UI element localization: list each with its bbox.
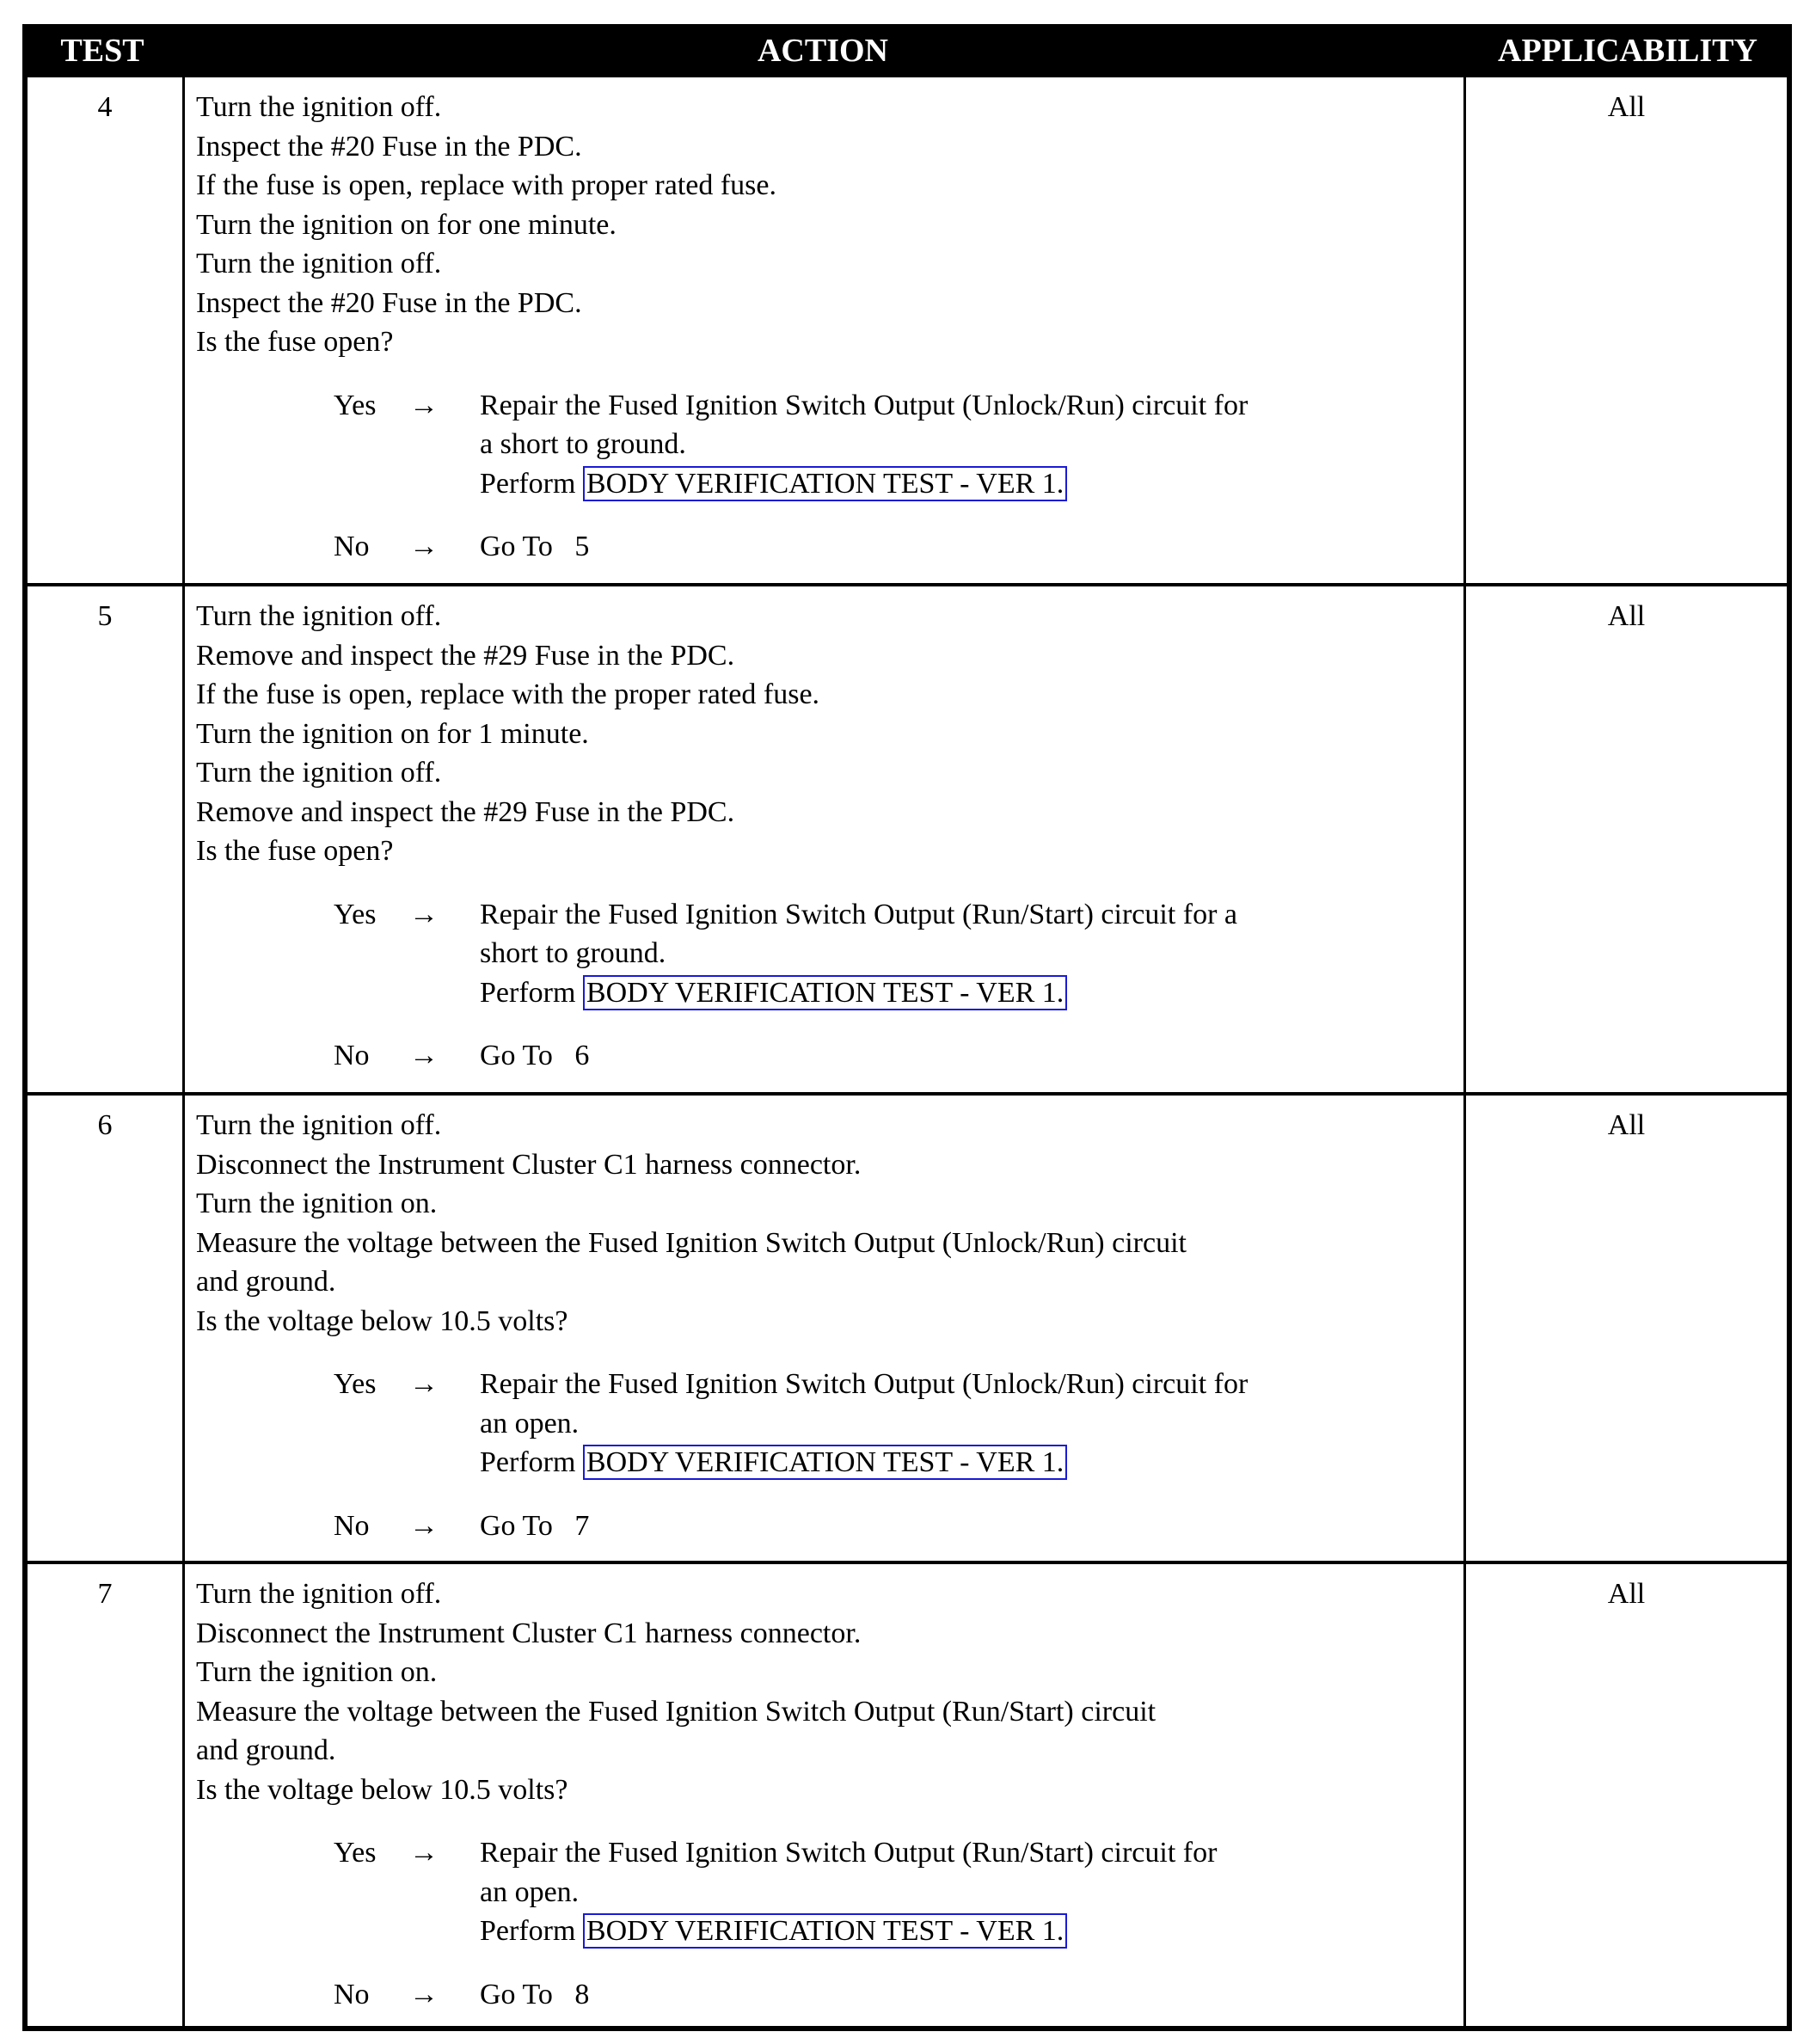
goto-label: Go To bbox=[480, 1040, 553, 1071]
no-label: No bbox=[334, 531, 370, 562]
right-arrow-icon: → bbox=[409, 1509, 439, 1542]
yes-label: Yes bbox=[334, 389, 377, 421]
applicability-value: All bbox=[1607, 1578, 1646, 1610]
no-label: No bbox=[334, 1040, 370, 1071]
no-answer bbox=[334, 1036, 1460, 1076]
column-divider bbox=[182, 1096, 185, 1561]
yes-answer bbox=[334, 386, 1460, 504]
goto-target[interactable]: 7 bbox=[574, 1509, 590, 1542]
step: Is the voltage below 10.5 volts? bbox=[196, 1304, 568, 1337]
header-action: ACTION bbox=[757, 33, 889, 69]
answers bbox=[334, 386, 1460, 567]
yes-answer bbox=[334, 1365, 1460, 1482]
header-test: TEST bbox=[60, 33, 144, 69]
header-applicability: APPLICABILITY bbox=[1498, 33, 1758, 69]
test-number: 7 bbox=[97, 1578, 113, 1610]
right-arrow-icon: → bbox=[409, 1978, 439, 2010]
right-arrow-icon: → bbox=[409, 1837, 439, 1869]
applicability-value: All bbox=[1607, 91, 1646, 123]
body-verification-test-link[interactable]: BODY VERIFICATION TEST - VER 1. bbox=[583, 466, 1067, 501]
yes-answer bbox=[334, 895, 1460, 1013]
no-label: No bbox=[334, 1509, 370, 1542]
step: Measure the voltage between the Fused Ignition Switch Output (Unlock/Run) circuit bbox=[196, 1226, 1187, 1259]
goto-target[interactable]: 6 bbox=[574, 1040, 590, 1071]
column-divider bbox=[1463, 586, 1466, 1092]
body-verification-test-link[interactable]: BODY VERIFICATION TEST - VER 1. bbox=[583, 1445, 1067, 1480]
yes-answer bbox=[334, 1833, 1460, 1951]
step: Turn the ignition off. bbox=[196, 1578, 442, 1610]
step: Is the fuse open? bbox=[196, 326, 394, 358]
yes-text: Repair the Fused Ignition Switch Output (Run/Start) circuit for bbox=[480, 1837, 1218, 1869]
step: Inspect the #20 Fuse in the PDC. bbox=[196, 286, 582, 319]
column-divider bbox=[182, 586, 185, 1092]
yes-label: Yes bbox=[334, 1837, 377, 1869]
step: and ground. bbox=[196, 1266, 336, 1298]
yes-text: Repair the Fused Ignition Switch Output (Unlock/Run) circuit for bbox=[480, 1368, 1248, 1400]
yes-text: an open. bbox=[480, 1875, 580, 1908]
step: and ground. bbox=[196, 1734, 336, 1766]
right-arrow-icon: → bbox=[409, 389, 439, 421]
column-divider bbox=[182, 1564, 185, 2026]
goto-label: Go To bbox=[480, 531, 553, 562]
action-cell bbox=[196, 597, 1460, 1076]
goto-label: Go To bbox=[480, 1509, 553, 1542]
yes-text: an open. bbox=[480, 1407, 580, 1439]
no-answer bbox=[334, 527, 1460, 567]
step: Turn the ignition off. bbox=[196, 600, 442, 632]
step: Is the fuse open? bbox=[196, 835, 394, 867]
step: Turn the ignition on. bbox=[196, 1656, 438, 1688]
test-row-4 bbox=[28, 77, 1787, 585]
test-number: 5 bbox=[97, 600, 113, 632]
answers bbox=[334, 1833, 1460, 2014]
step: Measure the voltage between the Fused Ignition Switch Output (Run/Start) circuit bbox=[196, 1695, 1156, 1728]
perform-label: Perform bbox=[480, 1446, 576, 1478]
test-row-5 bbox=[28, 583, 1787, 1092]
step: Turn the ignition off. bbox=[196, 757, 442, 789]
step: Disconnect the Instrument Cluster C1 harness connector. bbox=[196, 1148, 862, 1181]
column-divider bbox=[1463, 1564, 1466, 2026]
step: Remove and inspect the #29 Fuse in the PDC. bbox=[196, 639, 735, 672]
action-cell bbox=[196, 1106, 1460, 1545]
no-answer bbox=[334, 1975, 1460, 2015]
body-verification-test-link[interactable]: BODY VERIFICATION TEST - VER 1. bbox=[583, 975, 1067, 1010]
step: Turn the ignition off. bbox=[196, 1109, 442, 1141]
action-cell bbox=[196, 88, 1460, 567]
answers bbox=[334, 895, 1460, 1076]
yes-text: Repair the Fused Ignition Switch Output (Run/Start) circuit for a bbox=[480, 898, 1238, 930]
yes-text: Repair the Fused Ignition Switch Output (Unlock/Run) circuit for bbox=[480, 389, 1248, 421]
no-answer bbox=[334, 1507, 1460, 1546]
column-divider bbox=[1463, 1096, 1466, 1561]
right-arrow-icon: → bbox=[409, 531, 439, 562]
step: Turn the ignition off. bbox=[196, 91, 442, 123]
column-divider bbox=[182, 77, 185, 585]
action-cell bbox=[196, 1574, 1460, 2014]
yes-label: Yes bbox=[334, 898, 377, 930]
test-number: 6 bbox=[97, 1109, 113, 1141]
step: Is the voltage below 10.5 volts? bbox=[196, 1773, 568, 1806]
yes-text: a short to ground. bbox=[480, 428, 686, 460]
yes-label: Yes bbox=[334, 1368, 377, 1400]
step: If the fuse is open, replace with proper rated fuse. bbox=[196, 169, 777, 201]
no-label: No bbox=[334, 1978, 370, 2010]
right-arrow-icon: → bbox=[409, 1368, 439, 1400]
answers bbox=[334, 1365, 1460, 1545]
step: Disconnect the Instrument Cluster C1 harness connector. bbox=[196, 1617, 862, 1649]
yes-text: short to ground. bbox=[480, 937, 666, 969]
perform-label: Perform bbox=[480, 467, 576, 500]
perform-label: Perform bbox=[480, 976, 576, 1009]
goto-label: Go To bbox=[480, 1978, 553, 2010]
test-row-6 bbox=[28, 1092, 1787, 1561]
table-header bbox=[22, 24, 1792, 77]
body-verification-test-link[interactable]: BODY VERIFICATION TEST - VER 1. bbox=[583, 1913, 1067, 1949]
applicability-value: All bbox=[1607, 1109, 1646, 1141]
right-arrow-icon: → bbox=[409, 1040, 439, 1071]
column-divider bbox=[1463, 77, 1466, 585]
step: Turn the ignition on for 1 minute. bbox=[196, 717, 589, 750]
step: If the fuse is open, replace with the proper rated fuse. bbox=[196, 678, 820, 710]
step: Remove and inspect the #29 Fuse in the PDC. bbox=[196, 795, 735, 828]
step: Inspect the #20 Fuse in the PDC. bbox=[196, 130, 582, 163]
goto-target[interactable]: 8 bbox=[574, 1978, 590, 2010]
step: Turn the ignition on. bbox=[196, 1188, 438, 1219]
right-arrow-icon: → bbox=[409, 898, 439, 930]
diagnostic-test-table bbox=[22, 24, 1792, 2031]
goto-target[interactable]: 5 bbox=[574, 531, 590, 562]
step: Turn the ignition on for one minute. bbox=[196, 208, 617, 241]
applicability-value: All bbox=[1607, 600, 1646, 632]
perform-label: Perform bbox=[480, 1915, 576, 1947]
step: Turn the ignition off. bbox=[196, 248, 442, 279]
test-row-7 bbox=[28, 1561, 1787, 2026]
test-number: 4 bbox=[97, 91, 113, 123]
